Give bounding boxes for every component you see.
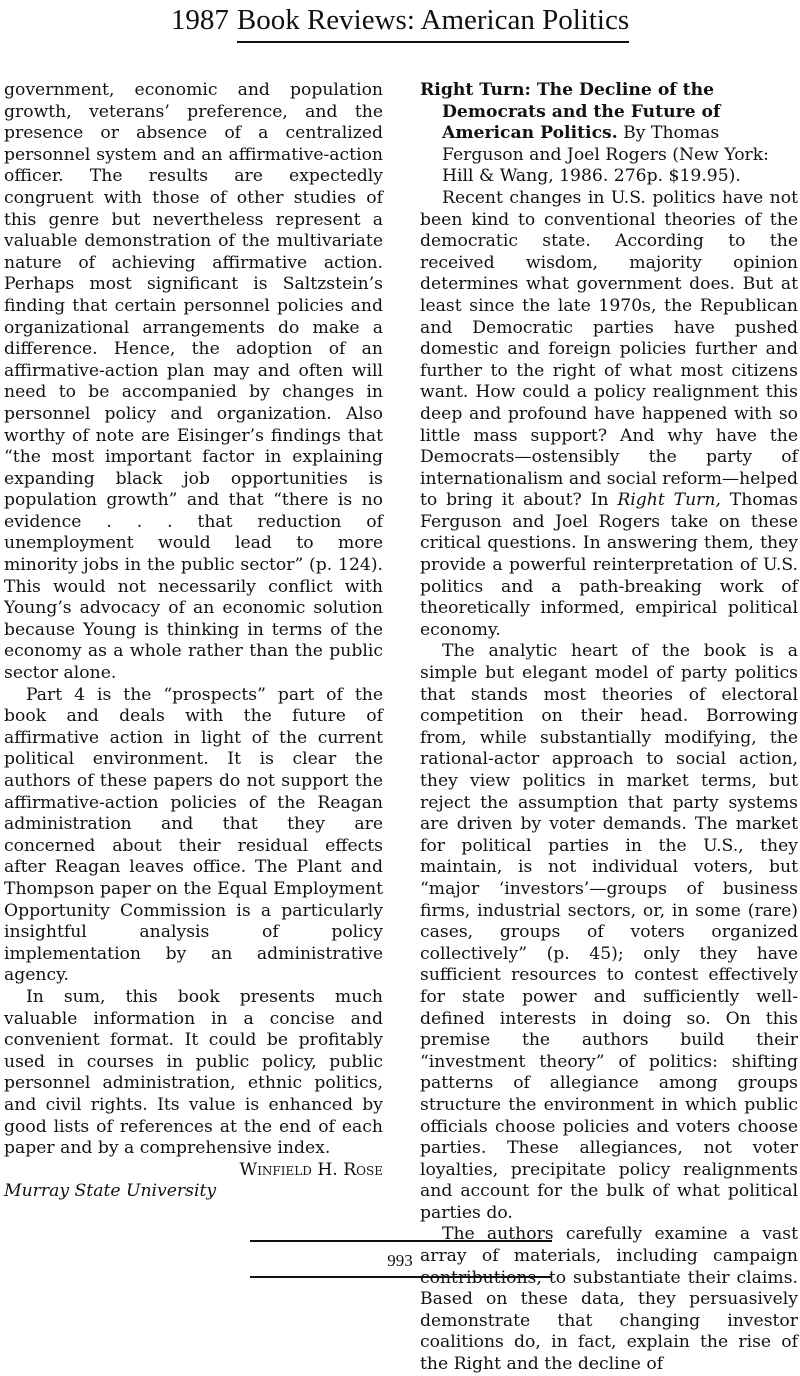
book-title: Right Turn: The Decline of the Democrats and the Future of American Politics. [420, 80, 721, 144]
page-number: 993 [387, 1251, 413, 1270]
book-title-italic: Right Turn, [617, 490, 721, 511]
left-column [4, 80, 383, 1203]
review-paragraph: In sum, this book presents much valuable information in a concise and convenient format. It could be profitably used in courses in public policy, public personnel administration, ethnic politics, and civil rights. Its value is enhanced by good lists of references at the end of each paper and by a comprehensive index. [4, 986, 383, 1159]
footer-rule-bottom [250, 1276, 552, 1278]
review-paragraph [420, 188, 798, 641]
journal-year: 1987 [170, 4, 229, 36]
review-paragraph: The analytic heart of the book is a simple but elegant model of party politics that stands most theories of electoral competition on their head. Borrowing from, while substantially modifying, the rational-actor approach to social action, they view politics in market terms, but reject the assumption that party systems are driven by voter demands. The market for political parties in the U.S., they maintain, is not individual voters, but “major ‘investors’—groups of business firms, industrial sectors, or, in some (rare) cases, groups of voters organized collectively” (p. 45); only they have sufficient resources to contest effectively for state power and sufficiently well-defined interests in doing so. On this premise the authors build their “investment theory” of politics: shifting patterns of allegiance among groups structure the environment in which public officials choose policies and voters choose parties. These allegiances, not voter loyalties, precipitate policy realignments and account for the bulk of what political parties do. [420, 641, 798, 1223]
review-paragraph: Part 4 is the “prospects” part of the book and deals with the future of affirmative action in light of the current political environment. It is clear the authors of these papers do not support the affirmative-action policies of the Reagan administration and that they are concerned about their residual effects after Reagan leaves office. The Plant and Thompson paper on the Equal Employment Opportunity Commission is a particularly insightful analysis of policy implementation by an administrative agency. [4, 684, 383, 986]
review-paragraph: The authors carefully examine a vast array of materials, including campaign contributions, to substantiate their claims. Based on these data, they persuasively demonstrate that changing investor coalitions do, in fact, explain the rise of the Right and the decline of [420, 1224, 798, 1375]
review-paragraph: government, economic and population growth, veterans’ preference, and the presence or absence of a centralized personnel system and an affirmative-action officer. The results are expectedly congruent with those of other studies of this genre but nevertheless represent a valuable demonstration of the multivariate nature of achieving affirmative action. Perhaps most significant is Saltzstein’s finding that certain personnel policies and organizational arrangements do make a difference. Hence, the adoption of an affirmative-action plan may and often will need to be accompanied by changes in personnel policy and organization. Also worthy of note are Eisinger’s findings that “the most important factor in explaining expanding black job opportunities is population growth” and that “there is no evidence . . . that reduction of unemployment would lead to more minority jobs in the public sector” (p. 124). This would not necessarily conflict with Young’s advocacy of an economic solution because Young is thinking in terms of the economy as a whole rather than the public sector alone. [4, 80, 383, 684]
section-title: Book Reviews: American Politics [237, 4, 629, 43]
paragraph-text: Recent changes in U.S. politics have not been kind to conventional theories of the democratic state. According to the received wisdom, majority opinion determines what government does. But at least since the late 1970s, the Republican and Democratic parties have pushed domestic and foreign policies further and further to the right of what most citizens want. How could a policy realignment this deep and profound have happened with so little mass support? And why have the Democrats—ostensibly the party of internationalism and social reform—helped to bring it about? In [420, 187, 798, 511]
footer-rule-top [250, 1240, 552, 1242]
paragraph-text: Thomas Ferguson and Joel Rogers take on these critical questions. In answering them, they provide a powerful reinterpretation of U.S. politics and a path-breaking work of theoretically informed, empirical political economy. [420, 490, 798, 640]
book-citation [420, 80, 798, 188]
running-header [0, 4, 800, 43]
reviewer-name: Winfield H. Rose [239, 1159, 383, 1180]
book-details: By Thomas Ferguson and Joel Rogers (New York: Hill & Wang, 1986. 276p. $19.95). [442, 123, 769, 187]
right-column [420, 80, 798, 1376]
reviewer-affiliation: Murray State University [4, 1181, 217, 1202]
